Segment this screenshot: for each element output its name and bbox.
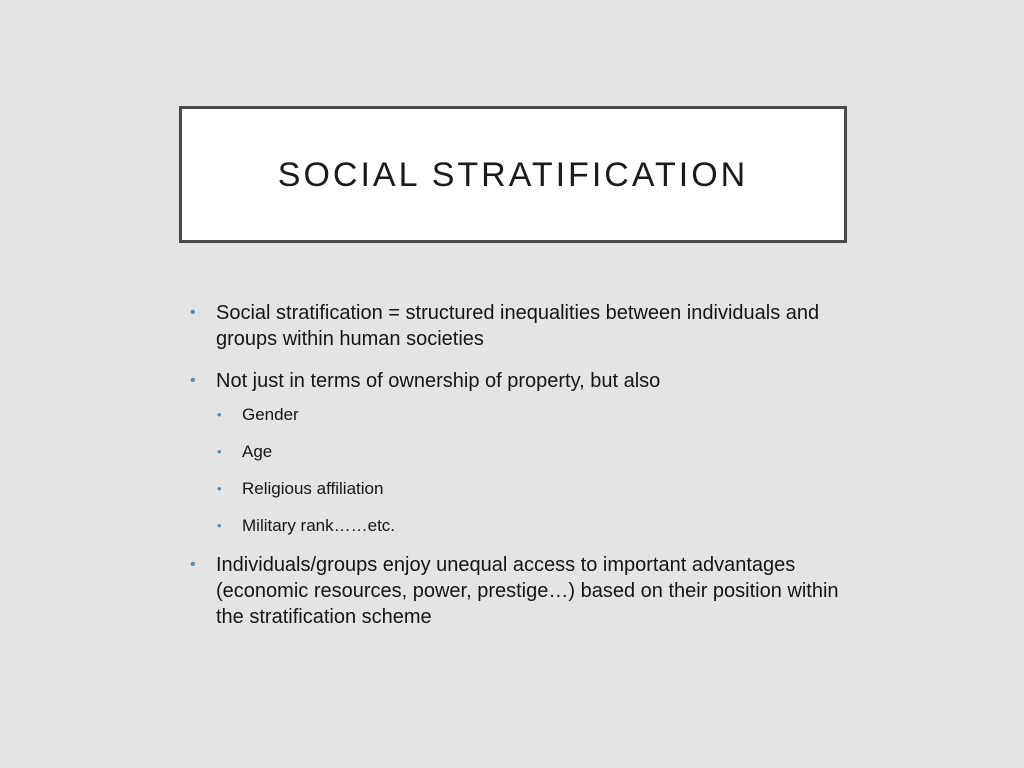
- bullet-list: [190, 300, 840, 646]
- bullet-dot-icon: •: [190, 556, 196, 573]
- bullet-item: [190, 300, 840, 352]
- sub-bullet-list: [190, 404, 840, 537]
- slide-title: SOCIAL STRATIFICATION: [277, 156, 749, 194]
- bullet-text: Social stratification = structured inequalities between individuals and groups within human societies: [216, 302, 820, 350]
- sub-bullet-text: Gender: [242, 405, 299, 424]
- sub-bullet-text: Military rank……etc.: [242, 516, 396, 535]
- sub-bullet-item: [190, 404, 840, 426]
- sub-bullet-text: Age: [242, 442, 273, 461]
- sub-bullet-text: Religious affiliation: [242, 479, 384, 498]
- bullet-dot-icon: •: [217, 444, 222, 459]
- bullet-dot-icon: •: [190, 372, 196, 389]
- bullet-dot-icon: •: [217, 407, 222, 422]
- bullet-dot-icon: •: [190, 304, 196, 321]
- sub-bullet-item: [190, 515, 840, 537]
- sub-bullet-item: [190, 441, 840, 463]
- bullet-dot-icon: •: [217, 481, 222, 496]
- bullet-item: [190, 368, 840, 394]
- sub-bullet-item: [190, 478, 840, 500]
- bullet-item: [190, 552, 840, 630]
- bullet-text: Not just in terms of ownership of property, but also: [216, 370, 661, 392]
- title-box: [179, 106, 847, 243]
- bullet-dot-icon: •: [217, 518, 222, 533]
- bullet-text: Individuals/groups enjoy unequal access to important advantages (economic resources, power, prestige…) based on their position within the stratification scheme: [216, 554, 839, 628]
